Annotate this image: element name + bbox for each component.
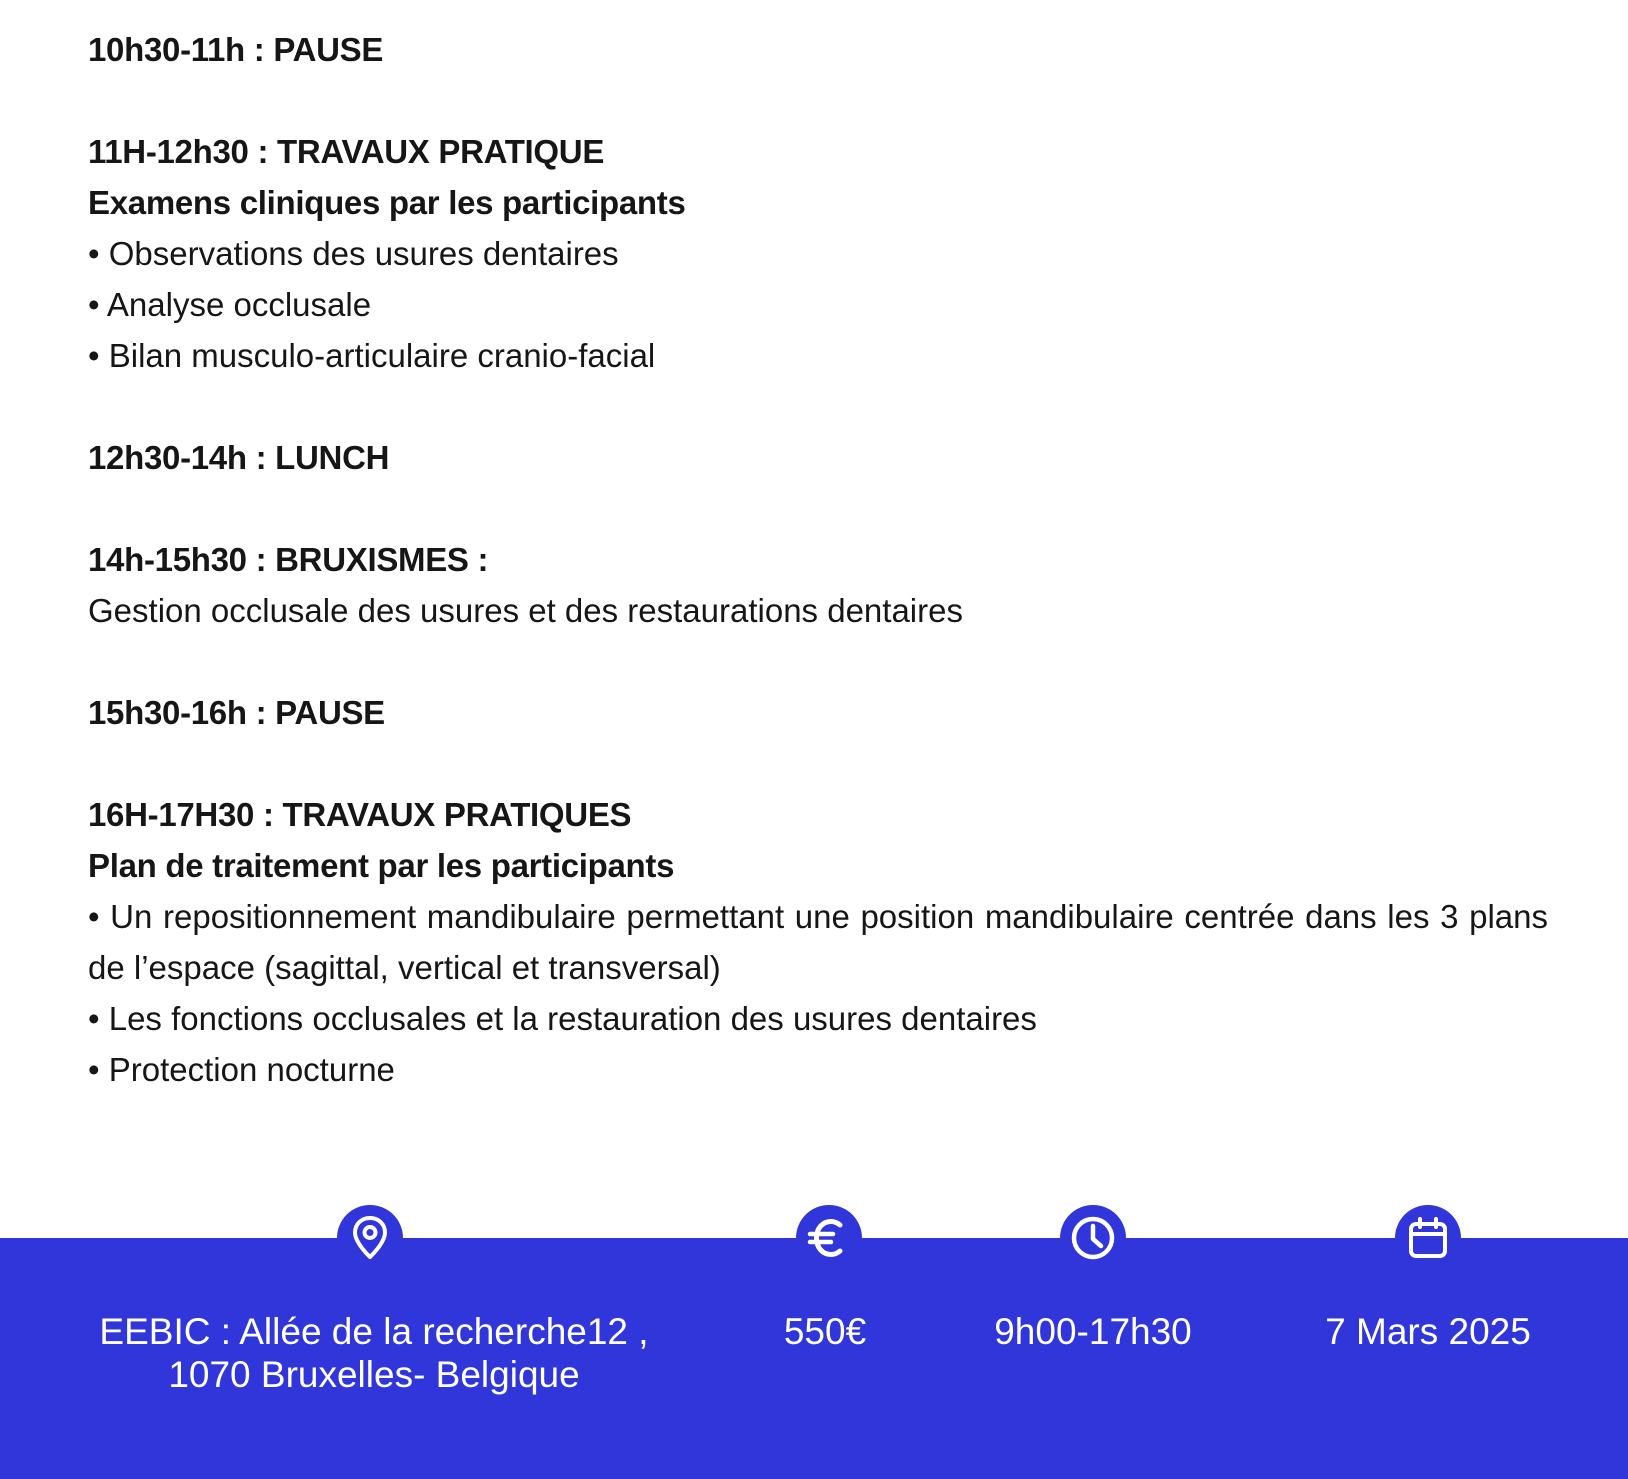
price-text: 550€ [783,1311,867,1352]
calendar-icon [1395,1205,1461,1271]
euro-icon [796,1205,862,1271]
program-schedule [88,24,1558,1095]
location-pin-icon [337,1205,403,1271]
schedule-item: • Observations des usures dentaires [88,235,619,272]
blank-line [88,636,1548,687]
date-text: 7 Mars 2025 [1325,1311,1531,1352]
schedule-heading: 12h30-14h : LUNCH [88,439,390,476]
schedule-item: • Analyse occlusale [88,286,372,323]
schedule-heading: 16H-17H30 : TRAVAUX PRATIQUES [88,796,632,833]
schedule-item: • Un repositionnement mandibulaire permettant une position mandibulaire centrée dans les 3 plans de l’espace (sagittal, vertical et transversal) [88,898,1558,986]
location-text [74,1310,674,1396]
schedule-heading: 10h30-11h : PAUSE [88,31,384,68]
schedule-heading: Examens cliniques par les participants [88,184,686,221]
location-line-1: EEBIC : Allée de la recherche12 , [99,1311,649,1352]
schedule-heading: Plan de traitement par les participants [88,847,675,884]
schedule-heading: 15h30-16h : PAUSE [88,694,385,731]
blank-line [88,738,1548,789]
schedule-item: • Les fonctions occlusales et la restauration des usures dentaires [88,1000,1037,1037]
hours-text: 9h00-17h30 [994,1311,1192,1352]
schedule-item: • Bilan musculo-articulaire cranio-facial [88,337,656,374]
blank-line [88,483,1548,534]
location-line-2: 1070 Bruxelles- Belgique [168,1354,580,1395]
blank-line [88,381,1548,432]
schedule-heading: 11H-12h30 : TRAVAUX PRATIQUE [88,133,605,170]
info-footer [0,1238,1628,1479]
schedule-heading: 14h-15h30 : BRUXISMES : [88,541,489,578]
schedule-item: Gestion occlusale des usures et des restaurations dentaires [88,592,963,629]
clock-icon [1060,1205,1126,1271]
blank-line [88,75,1548,126]
schedule-item: • Protection nocturne [88,1051,395,1088]
